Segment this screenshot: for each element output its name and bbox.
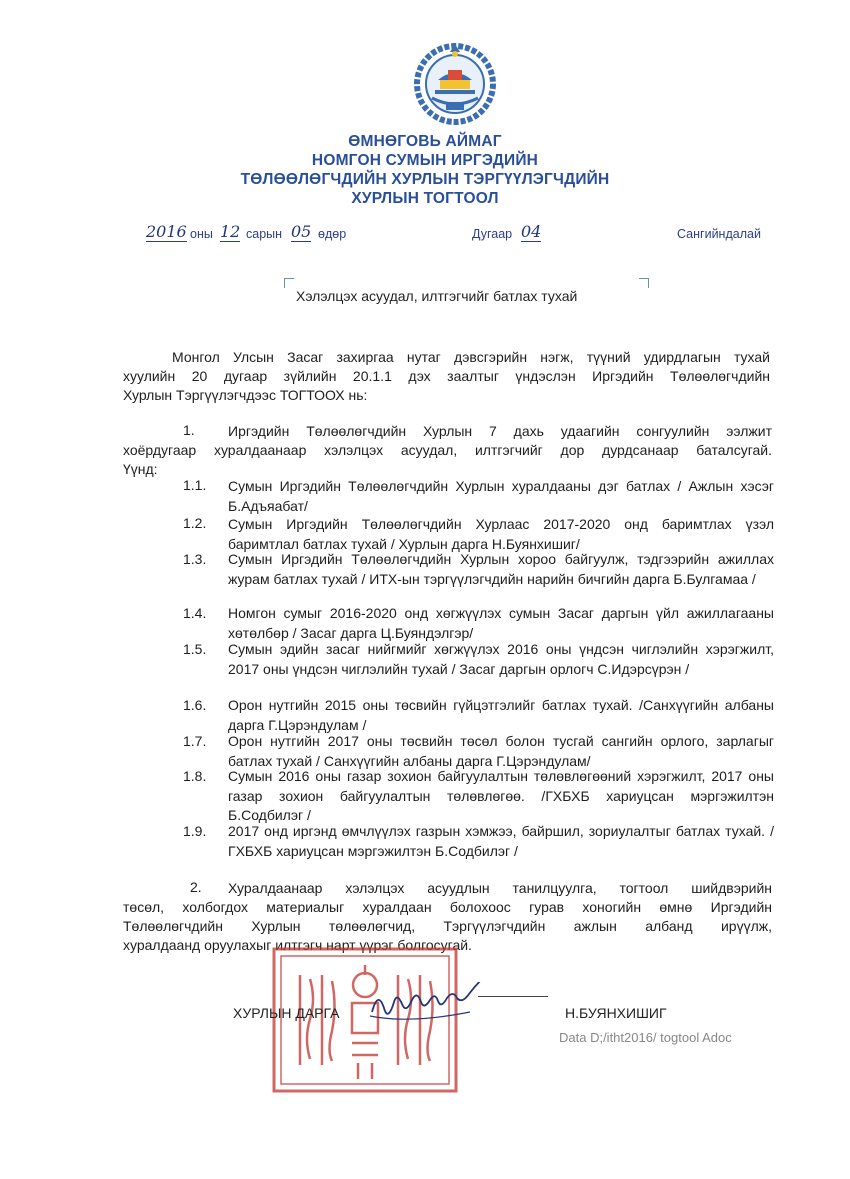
list-item: Сумын 2016 оны газар зохион байгуулалтын төлөвлөгөөний хэрэгжилт, 2017 оны газар зохион байгуулалтын төлөвлөгөө. /ГХБХБ хариуцсан мэргэжилтэн Б.Содбилэг / (228, 768, 774, 823)
date-year-label: оны (190, 227, 213, 241)
decree-subject: Хэлэлцэх асуудал, илтгэгчийг батлах тухай (296, 288, 578, 304)
handwritten-signature (368, 982, 493, 1032)
data-file-path: Data D;/itht2016/ togtool Adoc (559, 1030, 732, 1045)
section-2-line-4: хуралдаанд оруулахыг илтгэгч нарт үүрэг болгосугай. (123, 937, 472, 953)
section-2-number: 2. (190, 879, 202, 895)
header-presidium: ТӨЛӨӨЛӨГЧДИЙН ХУРЛЫН ТЭРГҮҮЛЭГЧДИЙН (240, 171, 610, 188)
date-month-label: сарын (246, 227, 283, 241)
section-1-line-1: Иргэдийн Төлөөлөгчдийн Хурлын 7 дахь удаагийн сонгуулийн ээлжит (228, 423, 772, 439)
list-item: Сумын эдийн засаг нийгмийг хөгжүүлэх 2016 оны үндсэн чиглэлийн хэрэгжилт, 2017 оны үндсэн чиглэлийн тухай / Засаг даргын орлогч С.Идэрсүрэн / (228, 641, 774, 677)
item-number: 1.9. (183, 823, 207, 839)
section-1-number: 1. (183, 422, 195, 438)
section-2-line-2: төсөл, холбогдох материалыг хуралдаан болохоос гурав хоногийн өмнө Иргэдийн (123, 899, 772, 915)
item-number: 1.8. (183, 768, 207, 784)
signatory-name: Н.БУЯНХИШИГ (565, 1005, 667, 1021)
number-label: Дугаар (472, 227, 513, 241)
section-1-line-3: Үүнд: (123, 461, 158, 477)
item-number: 1.2. (183, 515, 207, 531)
intro-line-1: Монгол Улсын Засаг захиргаа нутаг дэвсгэрийн нэгж, түүний удирдлагын тухай (172, 349, 770, 365)
item-number: 1.1. (183, 477, 207, 493)
list-item: Орон нутгийн 2017 оны төсвийн төсөл болон тусгай сангийн орлого, зарлагыг батлах тухай / Санхүүгийн албаны дарга Г.Цэрэндулам/ (228, 733, 774, 769)
item-number: 1.4. (183, 605, 207, 621)
date-month: 12 (220, 222, 241, 241)
date-day: 05 (291, 222, 312, 241)
list-item: Номгон сумыг 2016-2020 онд хөгжүүлэх сумын Засаг даргын үйл ажиллагааны хөтөлбөр / Засаг дарга Ц.Буяндэлгэр/ (228, 605, 774, 641)
item-number: 1.5. (183, 641, 207, 657)
list-item: 2017 онд иргэнд өмчлүүлэх газрын хэмжээ, байршил, зориулалтыг батлах тухай. /ГХБХБ хариуцсан мэргэжилтэн Б.Содбилэг / (228, 823, 774, 859)
header-decree-title: ХУРЛЫН ТОГТООЛ (351, 190, 499, 207)
intro-line-3: Хурлын Тэргүүлэгчдээс ТОГТООХ нь: (123, 387, 368, 403)
signature-line (478, 996, 548, 997)
subject-bracket-right (639, 278, 649, 288)
signatory-role: ХУРЛЫН ДАРГА (233, 1005, 340, 1021)
item-number: 1.6. (183, 697, 207, 713)
item-number: 1.3. (183, 551, 207, 567)
decree-number: 04 (521, 222, 542, 241)
date-year: 2016 (146, 222, 187, 241)
section-2-line-3: Төлөөлөгчдийн Хурлын төлөөлөгчид, Тэргүүлэгчдийн ажлын албанд ирүүлж, (123, 918, 772, 934)
header-aimag: ӨМНӨГОВЬ АЙМАГ (348, 133, 502, 150)
intro-line-2: хуулийн 20 дугаар зүйлийн 20.1.1 дэх заалтыг үндэслэн Иргэдийн Төлөөлөгчдийн (123, 368, 770, 384)
item-number: 1.7. (183, 733, 207, 749)
list-item: Сумын Иргэдийн Төлөөлөгчдийн Хурлаас 2017-2020 онд баримтлах үзэл баримтлал батлах тухай / Хурлын дарга Н.Буянхишиг/ (228, 516, 774, 552)
list-item: Сумын Иргэдийн Төлөөлөгчдийн Хурлын хуралдааны дэг батлах / Ажлын хэсэг Б.Адъяабат/ (228, 478, 774, 514)
section-2-line-1: Хуралдаанаар хэлэлцэх асуудлын танилцуулга, тогтоол шийдвэрийн (228, 880, 772, 896)
header-soum: НОМГОН СУМЫН ИРГЭДИЙН (311, 152, 539, 169)
date-line (0, 222, 850, 248)
section-1-line-2: хоёрдугаар хуралдаанаар хэлэлцэх асуудал, илтгэгчийг дор дурдсанаар баталсугай. (123, 442, 772, 458)
subject-bracket-left (284, 278, 294, 288)
list-item: Сумын Иргэдийн Төлөөлөгчдийн Хурлын хороо байгуулж, тэдгээрийн ажиллах журам батлах тухай / ИТХ-ын тэргүүлэгчдийн нарийн бичгийн дарга Б.Булгамаа / (228, 551, 774, 587)
date-day-label: өдөр (318, 227, 347, 241)
list-item: Орон нутгийн 2015 оны төсвийн гүйцэтгэлийг батлах тухай. /Санхүүгийн албаны дарга Г.Цэрэндулам / (228, 697, 774, 733)
place-name: Сангийндалай (677, 227, 761, 241)
state-emblem-icon (410, 40, 500, 125)
